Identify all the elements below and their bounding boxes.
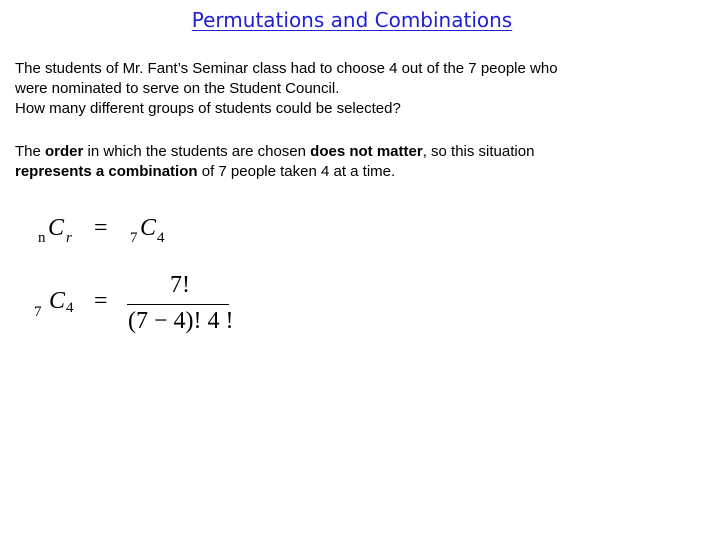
problem-line-1: The students of Mr. Fant’s Seminar class had to choose 4 out of the 7 people who (15, 60, 558, 77)
formula2-lhs-subscript: 4 (66, 300, 74, 316)
order-emphasis: order (45, 143, 84, 160)
explanation-line-2 (15, 162, 655, 182)
problem-line-2: were nominated to serve on the Student Council. (15, 80, 340, 97)
formula1-rhs-subscript: 4 (157, 230, 165, 246)
explanation-part-1: The (15, 143, 46, 160)
formula1-equals: = (94, 215, 108, 241)
problem-text (15, 59, 655, 119)
explanation-line-1 (15, 142, 655, 162)
fraction-bar (127, 304, 229, 305)
represents-combination-emphasis: represents a combination (15, 163, 198, 180)
formula1-lhs-subscript: r (66, 230, 72, 246)
explanation-part-3: , so this situation (422, 143, 535, 160)
formula2-lhs-prefix: 7 (34, 304, 42, 320)
combination-notation-formula (34, 215, 234, 255)
explanation-text (15, 142, 655, 182)
formula2-equals: = (94, 288, 108, 314)
explanation-part-2: in which the students are chosen (83, 143, 311, 160)
problem-line-3: How many different groups of students could be selected? (15, 100, 401, 117)
does-not-matter-emphasis: does not matter (310, 143, 423, 160)
formula1-lhs-c: C (48, 215, 65, 241)
formula1-rhs-prefix: 7 (130, 230, 138, 246)
formula2-lhs-c: C (49, 288, 66, 314)
formula2-denominator: (7 − 4)! 4 ! (128, 308, 234, 334)
formula1-lhs-prefix: n (38, 230, 46, 246)
formula2-numerator: 7! (170, 272, 190, 298)
combination-fraction-formula (30, 272, 250, 342)
formula1-rhs-c: C (140, 215, 157, 241)
explanation-part-4: of 7 people taken 4 at a time. (197, 163, 396, 180)
slide-title: Permutations and Combinations (191, 8, 513, 32)
